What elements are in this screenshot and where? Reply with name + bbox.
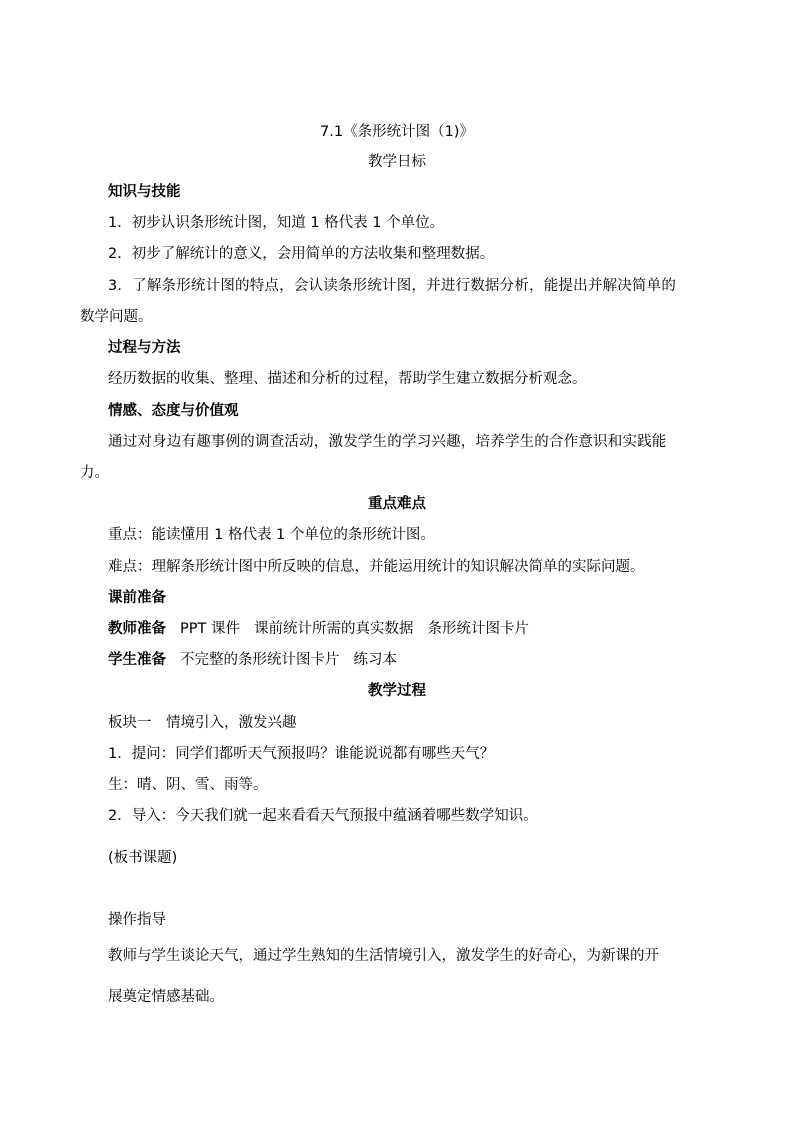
preparation-heading: 课前准备 [108,590,166,606]
emotion-values-text: 通过对身边有趣事例的调查活动，激发学生的学习兴趣，培养学生的合作意识和实践能 [108,434,667,450]
document-title: 7.1《条形统计图（1)》 [320,124,474,140]
knowledge-item-3: 3．了解条形统计图的特点，会认读条形统计图，并进行数据分析，能提出并解决简单的 [108,278,677,294]
teaching-goals-heading: 教学日标 [368,154,426,170]
student-prep-item: 不完整的条形统计图卡片 [180,652,340,668]
emotion-values-text-cont: 力。 [80,465,109,481]
teacher-prep-item: 条形统计图卡片 [427,621,529,637]
operation-guide-heading: 操作指导 [108,912,166,928]
knowledge-skills-heading: 知识与技能 [108,184,181,200]
key-point: 重点：能读懂用 1 格代表 1 个单位的条形统计图。 [108,527,435,543]
block-one-heading: 板块一 情境引入，激发兴趣 [108,715,297,731]
process-method-heading: 过程与方法 [108,340,181,356]
teacher-prep-item: PPT 课件 [180,621,240,637]
step-question: 1．提问：同学们都听天气预报吗？谁能说说都有哪些天气？ [108,746,495,762]
difficult-point: 难点：理解条形统计图中所反映的信息，并能运用统计的知识解决简单的实际问题。 [108,559,645,575]
operation-guide-text: 教师与学生谈论天气，通过学生熟知的生活情境引入，激发学生的好奇心，为新课的开 [108,948,659,964]
teacher-prep-row [108,619,529,639]
student-prep-row [108,650,397,670]
teacher-prep-label: 教师准备 [108,621,166,637]
teaching-process-heading: 教学过程 [368,683,426,699]
knowledge-item-2: 2．初步了解统计的意义，会用简单的方法收集和整理数据。 [108,246,495,262]
step-student-answer: 生：晴、阴、雪、雨等。 [108,777,268,793]
process-method-text: 经历数据的收集、整理、描述和分析的过程，帮助学生建立数据分析观念。 [108,371,587,387]
key-difficult-heading: 重点难点 [368,496,426,512]
knowledge-item-1: 1．初步认识条形统计图，知道 1 格代表 1 个单位。 [108,215,445,231]
student-prep-item: 练习本 [353,652,397,668]
teacher-prep-item: 课前统计所需的真实数据 [253,621,414,637]
student-prep-label: 学生准备 [108,652,166,668]
step-introduction: 2．导入：今天我们就一起来看看天气预报中蕴涵着哪些数学知识。 [108,808,538,824]
board-title-note: (板书课题) [108,850,178,866]
emotion-values-heading: 情感、态度与价值观 [108,403,239,419]
operation-guide-text-cont: 展奠定情感基础。 [108,989,224,1005]
knowledge-item-3-cont: 数学问题。 [80,309,153,325]
